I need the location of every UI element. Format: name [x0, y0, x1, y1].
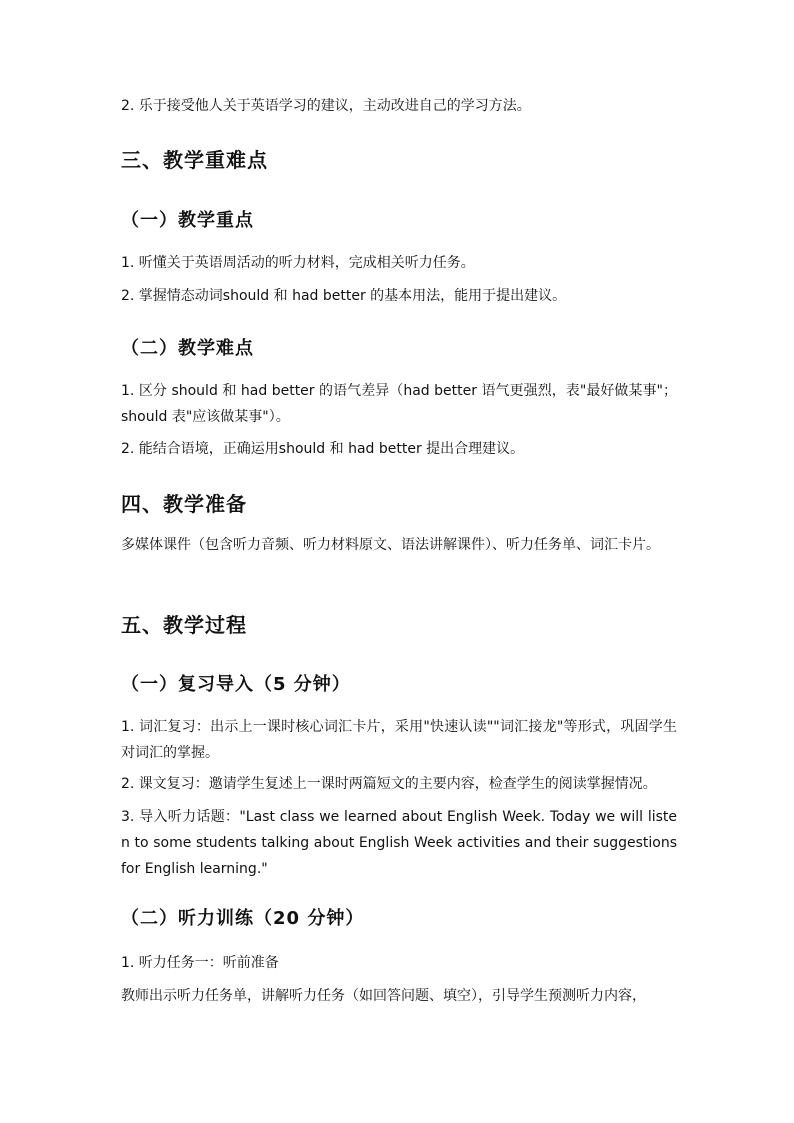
heading-key-points: （一）教学重点: [121, 210, 254, 231]
paragraph-difficult-point-2: 2. 能结合语境，正确运用should 和 had better 提出合理建议。: [121, 441, 525, 457]
heading-teaching-preparation: 四、教学准备: [121, 492, 247, 516]
paragraph-key-point-2: 2. 掌握情态动词should 和 had better 的基本用法，能用于提出建议。: [121, 288, 567, 304]
paragraph-listening-task-1-desc: 教师出示听力任务单，讲解听力任务（如回答问题、填空），引导学生预测听力内容，: [121, 988, 646, 1004]
paragraph-review-1: 1. 词汇复习：出示上一课时核心词汇卡片，采用"快速认读""词汇接龙"等形式，巩固学生对词汇的掌握。: [121, 719, 677, 761]
paragraph-review-2: 2. 课文复习：邀请学生复述上一课时两篇短文的主要内容，检查学生的阅读掌握情况。: [121, 776, 657, 792]
paragraph-attitude-2: 2. 乐于接受他人关于英语学习的建议，主动改进自己的学习方法。: [121, 98, 531, 114]
paragraph-review-3: 3. 导入听力话题："Last class we learned about English Week. Today we will listen to some students talking about English Week activities and their suggestions for English learning.": [121, 809, 677, 877]
heading-teaching-key-difficult-points: 三、教学重难点: [121, 148, 268, 172]
paragraph-preparation: 多媒体课件（包含听力音频、听力材料原文、语法讲解课件）、听力任务单、词汇卡片。: [121, 537, 660, 553]
paragraph-difficult-point-1: 1. 区分 should 和 had better 的语气差异（had better 语气更强烈，表"最好做某事"；should 表"应该做某事"）。: [121, 383, 677, 425]
paragraph-key-point-1: 1. 听懂关于英语周活动的听力材料，完成相关听力任务。: [121, 255, 475, 271]
heading-teaching-process: 五、教学过程: [121, 613, 247, 637]
heading-listening-training: （二）听力训练（20 分钟）: [121, 908, 365, 929]
heading-review-introduction: （一）复习导入（5 分钟）: [121, 674, 351, 695]
heading-difficult-points: （二）教学难点: [121, 338, 254, 359]
paragraph-listening-task-1: 1. 听力任务一：听前准备: [121, 955, 279, 971]
